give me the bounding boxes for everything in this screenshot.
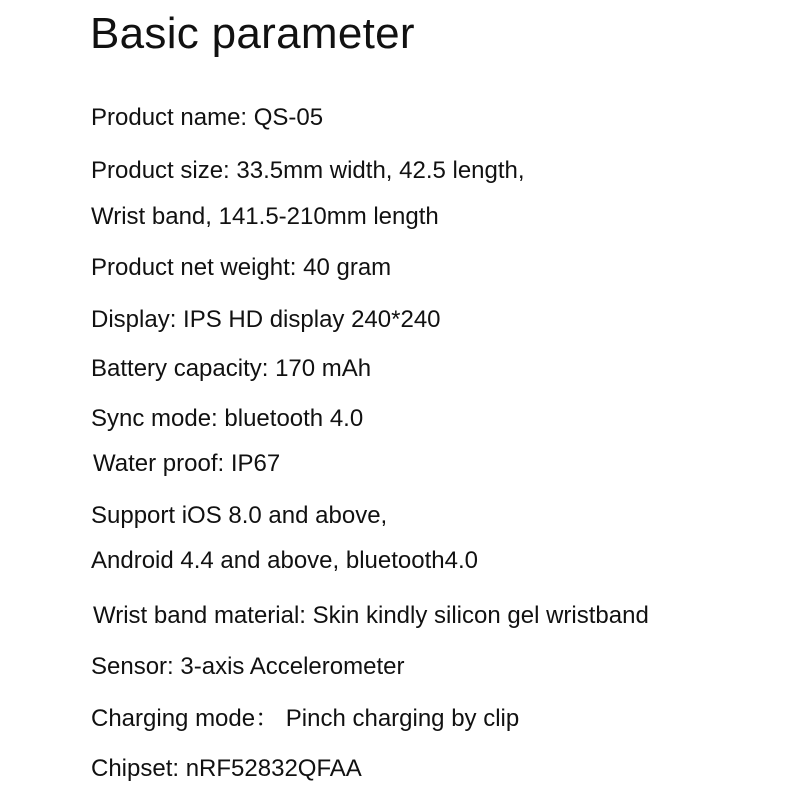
spec-product-name: Product name: QS-05: [91, 104, 324, 131]
spec-android-support: Android 4.4 and above, bluetooth4.0: [91, 547, 478, 574]
spec-chipset: Chipset: nRF52832QFAA: [91, 755, 362, 782]
spec-battery-capacity: Battery capacity: 170 mAh: [91, 355, 372, 382]
spec-charging-mode: Charging mode： Pinch charging by clip: [91, 705, 520, 732]
spec-net-weight: Product net weight: 40 gram: [91, 254, 392, 281]
spec-sync-mode: Sync mode: bluetooth 4.0: [91, 405, 364, 432]
spec-water-proof: Water proof: IP67: [93, 450, 281, 477]
spec-ios-support: Support iOS 8.0 and above,: [91, 502, 388, 529]
spec-display: Display: IPS HD display 240*240: [91, 306, 441, 333]
spec-wrist-band-length: Wrist band, 141.5-210mm length: [91, 203, 439, 230]
spec-product-size: Product size: 33.5mm width, 42.5 length,: [91, 157, 525, 184]
page-title: Basic parameter: [90, 9, 415, 58]
spec-sensor: Sensor: 3-axis Accelerometer: [91, 653, 405, 680]
spec-band-material: Wrist band material: Skin kindly silicon gel wristband: [93, 602, 649, 629]
